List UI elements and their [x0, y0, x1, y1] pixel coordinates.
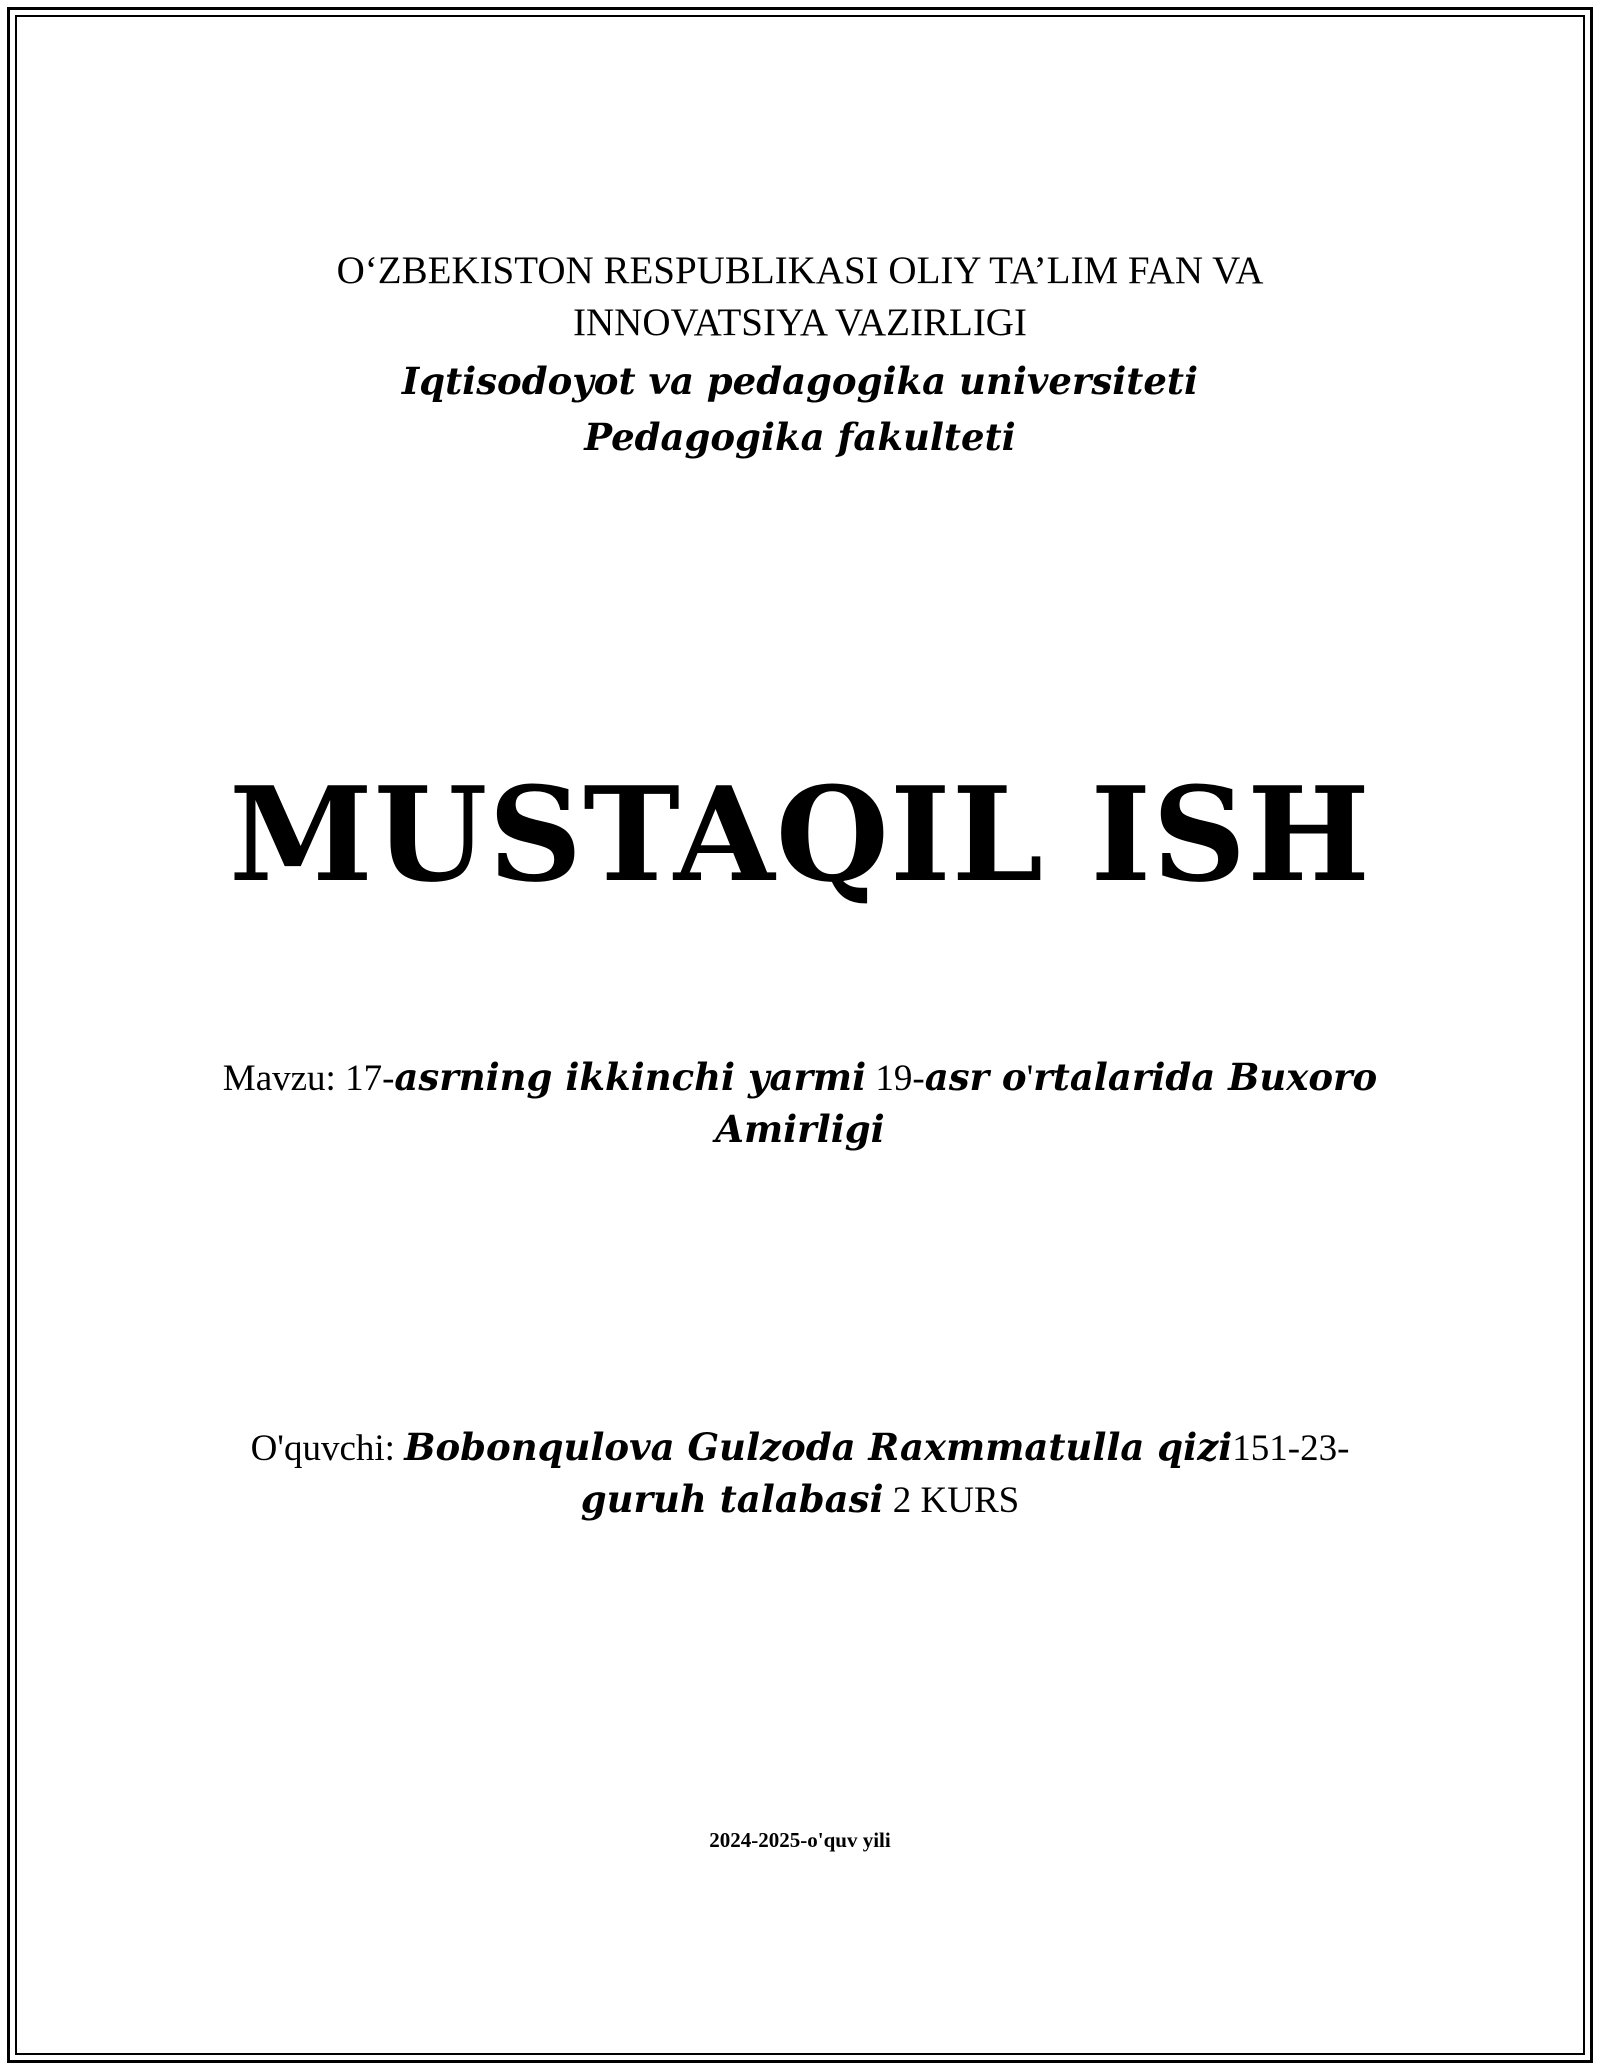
student-group-number: 151-23- — [1232, 1428, 1350, 1469]
topic-apostrophe: ' — [1026, 1058, 1034, 1099]
ministry-line-1: O‘ZBEKISTON RESPUBLIKASI OLIY TA’LIM FAN VA — [336, 249, 1264, 292]
topic-block — [0, 1052, 1600, 1154]
topic-text-part-2: asr o — [924, 1055, 1027, 1099]
university-name: Iqtisodoyot va pedagogika universiteti — [401, 359, 1199, 403]
ministry-line-2: INNOVATSIYA VAZIRLIGI — [573, 301, 1027, 344]
institution-heading — [0, 353, 1600, 465]
student-line-1 — [0, 1422, 1600, 1474]
topic-century: 19- — [866, 1058, 925, 1099]
topic-line-2: Amirligi — [715, 1107, 885, 1151]
student-group-word: guruh talabasi — [580, 1477, 884, 1521]
topic-text-part-1: asrning ikkinchi yarmi — [394, 1055, 867, 1099]
document-title: MUSTAQIL ISH — [229, 758, 1371, 911]
student-label: O'quvchi: — [250, 1428, 405, 1469]
ministry-heading — [0, 245, 1600, 349]
topic-text-part-3: rtalarida Buxoro — [1033, 1055, 1378, 1099]
academic-year: 2024-2025-o'quv yili — [709, 1828, 891, 1852]
student-name: Bobonqulova Gulzoda Raxmmatulla qizi — [404, 1425, 1233, 1469]
student-line-2 — [0, 1474, 1600, 1526]
topic-line-1 — [0, 1052, 1600, 1104]
faculty-name: Pedagogika fakulteti — [584, 415, 1016, 459]
student-course: 2 KURS — [883, 1480, 1020, 1521]
topic-label: Mavzu: 17- — [222, 1058, 395, 1099]
student-block — [0, 1422, 1600, 1526]
